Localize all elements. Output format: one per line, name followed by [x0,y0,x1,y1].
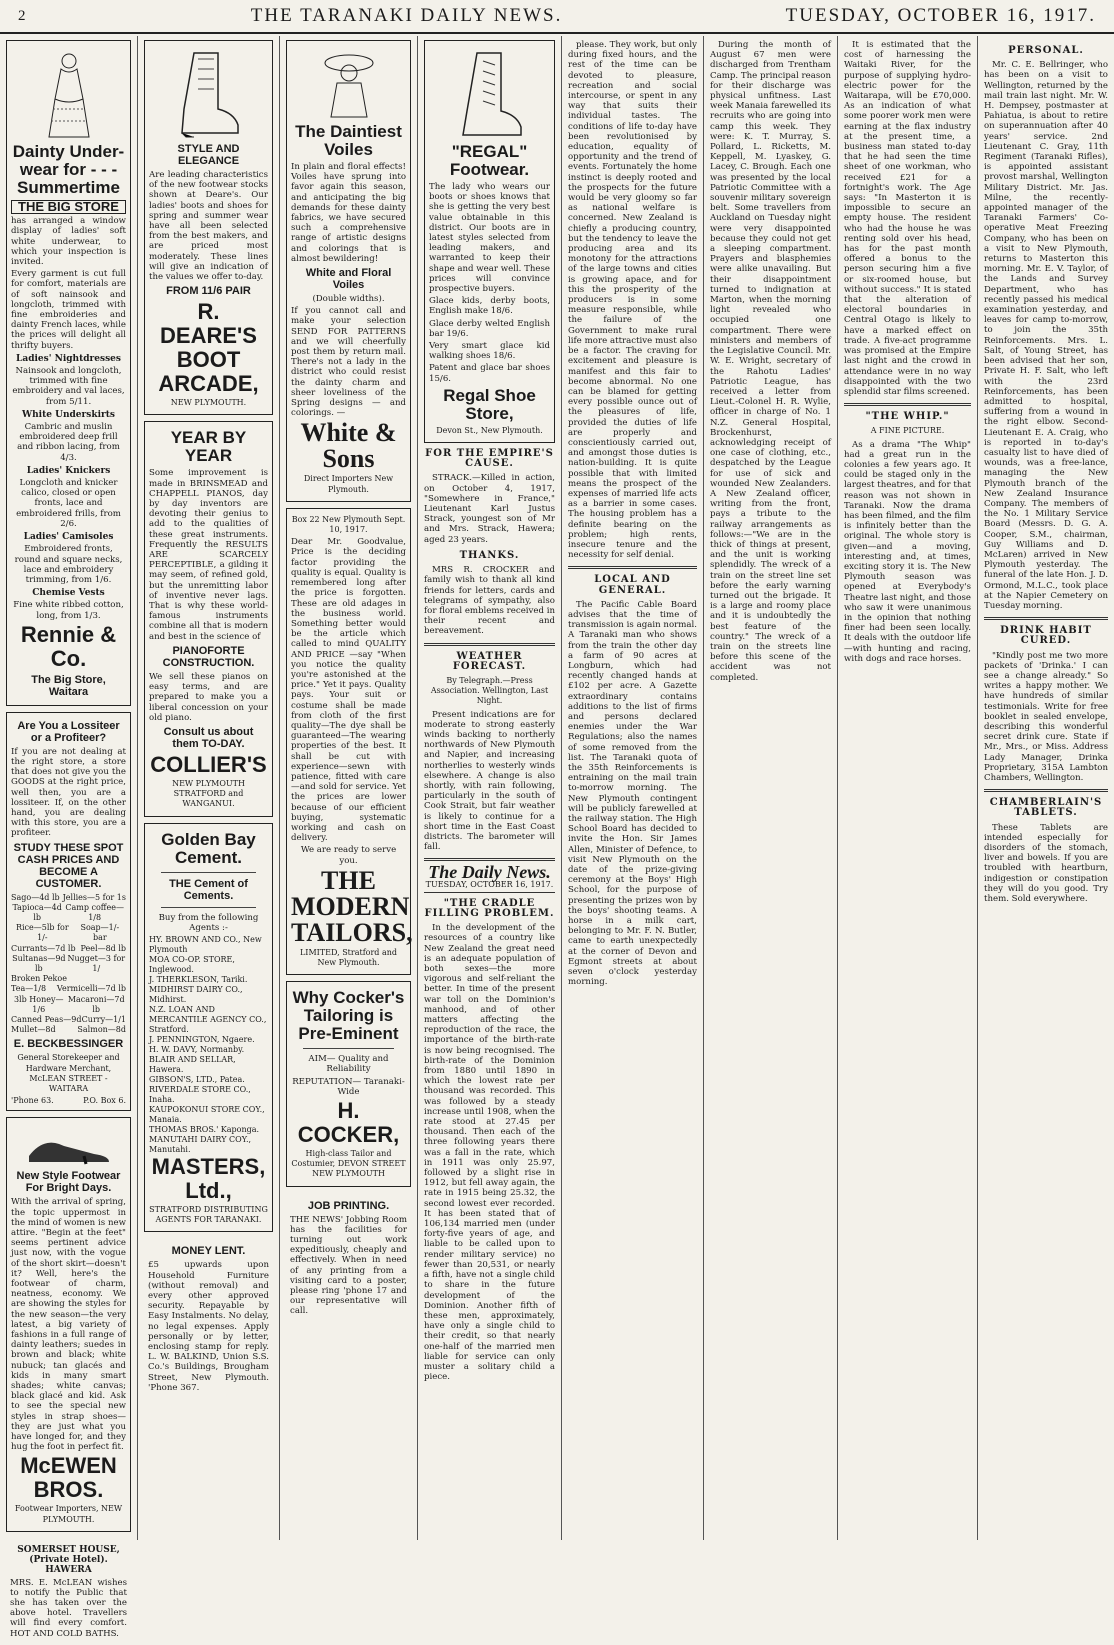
lossiteer-ad [6,712,131,1112]
weather-sub: By Telegraph.—Press Association. Wellington, Last Night. [430,675,549,706]
column-3 [280,36,418,1540]
deare-sub: NEW PLYMOUTH. [170,398,247,408]
phone: 'Phone 63. [11,1096,54,1106]
whip-body: As a drama "The Whip" had a great run in the colonies a few years ago. It could be staged only in the largest theatres, and for that reason was not shown in Taranaki. Now the drama has been filmed, and the film is infinitely better than the original. The whole story is given—and a moving, interesting and, at times, exciting story it is. The New Plymouth season was opened at Everybody's Theatre last night, and those who saw it were unanimous in the opinion that nothing finer had been seen locally. It deals with the outdoor life—with hunting and racing, with dogs and race horses. [844,439,971,664]
empire-heading: FOR THE EMPIRE'S CAUSE. [425,448,554,470]
lossiteer-title: Are You a Lossiteer or a Profiteer? [17,719,120,744]
agent: J. PENNINGTON, Ngaere. [149,1034,255,1044]
lady-figure-icon [39,49,99,139]
agent: BLAIR AND SELLAR, Hawera. [149,1054,236,1074]
regal-title: "REGAL" Footwear. [449,142,530,179]
drink-heading: DRINK HABIT CURED. [1000,625,1092,647]
white-sons-ad [286,40,411,502]
cement-ad [144,823,273,1233]
cocker-title: Why Cocker's Tailoring is Pre-Eminent [292,988,405,1044]
price-row: Rice—5lb for 1/- Soap—1/- bar [15,923,120,943]
price-row: Canned Peas—9d Curry—1/1 [11,1014,126,1024]
regal-ad [424,40,555,443]
money-title: MONEY LENT. [171,1245,246,1258]
study-prices: STUDY THESE SPOT CASH PRICES AND BECOME A CUSTOMER. [13,841,124,890]
masters-name: MASTERS, Ltd., [151,1153,266,1203]
collier-ad [144,421,273,816]
bessinger-name: E. BECKBESSINGER [13,1038,124,1051]
shoe-icon [24,1126,114,1166]
agent: H. W. DAVY, Normanby. [149,1044,245,1054]
item-desc: Fine white ribbed cotton, long, from 1/3. [13,600,124,621]
local-general-heading: LOCAL AND GENERAL. [594,574,671,596]
agent: THOMAS BROS.' Kaponga. [149,1124,260,1134]
personal-body: Mr. C. E. Bellringer, who has been on a visit to Wellington, returned by the mail train last night. Mr. W. H. Dempsey, postmaster at Pahiatua, is about to retire on superannuation after 40 years' service. 2nd Lieutenant C. Gray, 11th Regiment (Taranaki Rifles), is appointed assistant provost marshal, Wellington Military District. Mr. Jas. Milne, the recently-appointed manager of the Taranaki Farmers' Co-operative Meat Freezing Company, who has been on a visit to New Plymouth, returns to Masterton this morning. Mr. E. V. Taylor, of the Lands and Survey Department, who has recently passed his medical examination yesterday, and leaves for camp to-morrow, to join the 35th Reinforcements. Mrs. L. Salt, of Young Street, has been advised that her son, Private H. F. Salt, who left with the 23rd Reinforcements, has been admitted to hospital, suffering from a wound in the right elbow. Second-Lieutenant E. A. Craig, who is reported in to-day's casualty list to have died of wounds, was a free-lance, managing the New Plymouth branch of the New Zealand Insurance Company. The members of the No. 1 Military Service Board (Messrs. D. G. A. Cooper, S.M., chairman, Guy Williams and D. McLaren) arrived in New Plymouth yesterday. The funeral of the late Hon. J. D. Ormond, M.L.C., took place at the Napier Cemetery on Tuesday morning. [984,60,1108,611]
lossiteer-body: If you are not dealing at the right store, a store that does not give you the GOODS at the right price, well then, you are a lossiteer. If, on the other hand, you are dealing with this store, you are a profiteer. [11,746,126,839]
cocker-rep: REPUTATION— Taranaki-Wide [292,1076,405,1097]
ready-serve: We are ready to serve you. [300,845,397,866]
dainty-title: Dainty Under- wear for - - - Summertime [12,142,125,197]
agent: N.Z. LOAN AND MERCANTILE AGENCY CO., Stratford. [149,1004,267,1034]
column-7 [838,36,978,1540]
regal-sub: Devon St., New Plymouth. [436,425,543,435]
price-list [11,893,126,1036]
whip-heading: "THE WHIP." [865,411,950,423]
drink-body: "Kindly post me two more packets of 'Drinka.' I can see a change already." So writes a happy mother. We have hundreds of similar testimonials. Write for free booklet in sealed envelope, describing this wonderful secret drink cure. State if Mr., Mrs., or Miss. Address Lady Manager, Drinka Proprietary, 315A Lambton Chambers, Wellington. [984,650,1108,784]
agent: J. THERKLESON, Tariki. [149,974,248,984]
regal-price: Glace derby welted English bar 19/6. [429,318,550,339]
collier-name: COLLIER'S [150,751,267,777]
footwear-ad [6,1117,131,1531]
cement-tagline: THE Cement of Cements. [169,877,248,902]
column-8 [978,36,1114,1540]
regal-price: Very smart glace kid walking shoes 18/6. [429,341,550,362]
daily-news-banner: The Daily News. [428,862,551,883]
weather-body: Present indications are for moderate to strong easterly winds backing to northerly northwards of New Plymouth and Napier, and increasing northerlies to westerly winds elsewhere. A change is also shortly, with rain following, particularly in the south of Cook Strait, but fair weather is likely to continue for a short time in the East Coast districts. The barometer will fall. [424,709,555,853]
money-lent-ad [144,1238,273,1399]
editorial-continued: please. They work, but only during fixed hours, and the rest of the time can be devoted to pleasure, recreation and social intercourse, or spent in any way that suits their individual tastes. The conditions of life to-day have been revolutionised by education, equality of opportunity and the trend of events. Fortunately the home instinct is deeply rooted and the prospects for the future would be very gloomy so far as national welfare is concerned. New Zealand is chiefly a producing country, but the tendency to leave the producing area and its monotony for the attractions of the large towns and cities is growing apace, and for this the prosperity of the producers is in some measure responsible, while the failure of the Government to make rural life more attractive must also be a factor. The craving for excitement and pleasure is manifest and this fair to become abnormal. No one can be blamed for getting every possible ounce out of the pleasures of life, provided the duties of life are properly and conscientiously carried out, and amongst those duties is nation-building. It is quite possible that with limited means the prospect of the expenses of married life acts as a barrier in some cases. The housing problem has a definite bearing on the problem; high rents, insecure tenure and the necessity for self denial. [568,40,697,561]
dainty-underwear-ad [6,40,131,706]
whip-sub: A FINE PICTURE. [870,426,945,436]
chamberlain-heading: CHAMBERLAIN'S TABLETS. [989,797,1103,819]
personal-heading: PERSONAL. [1008,45,1084,56]
white-sons-name: White & Sons [300,418,397,474]
pobox: P.O. Box 6. [83,1096,126,1106]
agent: MANUTAHI DAIRY COY., Manutahi. [149,1134,252,1154]
agent: MIDHIRST DAIRY CO., Midhirst. [149,984,243,1004]
footwear-body: With the arrival of spring, the topic uppermost in the mind of women is new attire. "Begin at the feet" seems pertinent advice just now, with the vogue of the short skirt—doesn't it? Well, here's the footwear of charm, neatness, economy. We are showing the styles for the new season—the very latest, a big variety of fashions in a full range of dainty leathers; suedes in brown and black; white nubuck; tan glacés and kids in many smart shades; white canvas; black glacé and kid. Ask to see the special new styles in strap shoes—they are just what you have longed for, and they hug the foot in perfect fit. [11,1197,126,1453]
daily-date: TUESDAY, OCTOBER 16, 1917. [424,880,555,893]
dainty-intro: has arranged a window display of ladies' soft white underwear, to which your inspection is invited. [11,216,126,268]
year-body: Some improvement is made in BRINSMEAD and CHAPPELL PIANOS, day by day inventors are devoting their genius to add to the qualities of these great instruments. Frequently the RESULTS ARE SCARCELY PERCEPTIBLE, a gilding it may seem, of refined gold, but the unremitting labor of inventive never lags. That is why these world-famous instruments combine all that is modern and best in the science of [149,468,268,642]
cocker-name: H. COCKER, [297,1098,400,1147]
year-body2: We sell these pianos on easy terms, and are prepared to make you a liberal concession on your old piano. [149,671,268,723]
price-row: Sultanas—9d lb Nugget—3 for 1/ [12,953,126,973]
style-title: STYLE AND ELEGANCE [177,143,240,167]
issue-date: TUESDAY, OCTOBER 16, 1917. [785,5,1096,26]
agents-list [149,935,268,1155]
thanks-heading: THANKS. [459,549,520,561]
rennie-name: Rennie & Co. [20,621,117,671]
regal-price: Patent and glace bar shoes 15/6. [429,363,550,384]
agent: RIVERDALE STORE CO., Inaha. [149,1084,251,1104]
news-body: It is estimated that the cost of harnessing the Waitaki River, for the purpose of supplying hydro-electric power for the Waitarapa, will be £70,000. As an indication of what some poorer work men were earning at the flax industry at the present time, a business man stated to-day that he had seen the time sheet of one workman, who received £21 for a fortnight's work. The Age says: "In Masterton it is impossible to secure an empty house. The resident who had the house he was renting sold over his head, has for the past month offered a bonus to the person securing him a five or six-roomed house, but without success." It is stated that the alteration of electoral boundaries in Central Otago is likely to have a marked effect on trade. A five-act programme was promised at the Empire last night and the crowd in attendance were in no way disappointed with the two splendid star films screened. [844,40,971,397]
empire-body: STRACK.—Killed in action, on October 4, 1917, "Somewhere in France," Lieutenant Karl Justus Strack, youngest son of Mr and Mrs. Strack, Hawera; aged 23 years. [424,473,555,545]
regal-body: The lady who wears our boots or shoes knows that she is getting the very best value obtainable in this district. Our boots are in latest styles selected from leading makers, and warranted to keep their shape and wear well. These prices will convince prospective buyers. [429,182,550,295]
item-name: Ladies' Nightdresses [16,353,121,364]
item-desc: Nainsook and longcloth, trimmed with fine embroidery and val laces, from 5/11. [12,366,125,407]
item-name: Chemise Vests [32,588,105,599]
rennie-sub: The Big Store, Waitara [31,673,106,698]
collier-sub: NEW PLYMOUTH STRATFORD and WANGANUI. [172,778,245,809]
voiles-body2: If you cannot call and make your selection SEND FOR PATTERNS and we will cheerfully post them by return mail. There's not a lady in the district who could resist the dainty charm and sheer loveliness of the Spring designs — and colorings. — [291,306,406,419]
page-number: 2 [18,7,28,24]
item-desc: Longcloth and knicker calico, closed or open fronts, lace and embroidered frills, from 2/6. [16,478,121,529]
from-price: FROM 11/6 PAIR [166,285,251,298]
modern-tailors-ad [286,508,411,975]
deare-name: R. DEARE'S BOOT ARCADE, [158,299,259,397]
modern-tailors-name: THE MODERN TAILORS, [291,865,413,947]
letter-address: Box 22 New Plymouth Sept. 10, 1917. [291,514,406,535]
masters-sub: STRATFORD DISTRIBUTING AGENTS FOR TARANAKI. [149,1204,268,1225]
price-row: 3lb Honey—1/6 Macaroni—7d lb [13,994,125,1014]
weather-heading: WEATHER FORECAST. [452,650,527,672]
regal-price: Glace kids, derby boots, English make 18/6. [429,296,550,317]
style-body: Are leading characteristics of the new footwear stocks shown at Deare's. Our ladies' boots and shoes for spring and summer wear have all been selected from the best makers, and are priced most moderately. These lines will give an indication of the values we offer to-day. [149,170,268,283]
cradle-body: In the development of the resources of a country like New Zealand the great need is an adequate population of both sexes—the more vigorous and self-reliant the better. In time of the present war toll on the Dominion's manhood, and of other matters affecting the reproduction of the race, the importance of the birth-rate is now being recognised. The birth-rate of the Dominion from 1880 until 1890 in which the lowest rate per thousand was recorded. This was followed by a steady increase until 1908, when the rate stood at 27.45 per thousand. Then each of the three following years there was a fall in the rate, which in 1911 was only 25.97, followed by a slight rise in 1912, but fell away again, the rate in 1915 being 25.32, the second lowest ever recorded. It has been stated that of 106,134 married men (under forty-five years of age, and liable to be called upon to render military service) no fewer than 20,531, or nearly a fifth, have not a single child to share in the future development of the Dominion. Another fifth of these men, approximately, have only a single child to their credit, so that nearly one-half of the married men liable for service can only muster a solitary child a piece. [424,923,555,1383]
price-row: Tea—1/8 Vermicelli—7d lb [11,984,126,994]
item-desc: Cambric and muslin embroidered deep frill and ribbon lacing, from 4/3. [17,422,120,463]
agent: HY. BROWN AND CO., New Plymouth [149,934,262,954]
column-1 [0,36,138,1639]
masthead [0,0,1114,34]
price-row: Currants—7d lb Peel—8d lb [11,943,126,953]
item-desc: Embroidered fronts, round and square necks, lace and embroidery trimming, from 1/6. [14,544,123,585]
agent: GIBSON'S, LTD., Patea. [149,1074,245,1084]
consult: Consult us about them TO-DAY. [163,725,254,750]
price-row: Sago—4d lb Jellies—5 for 1s [11,892,126,902]
piano-heading: PIANOFORTE CONSTRUCTION. [162,644,255,669]
somerset-ad [6,1538,131,1645]
somerset-title: SOMERSET HOUSE, (Private Hotel). HAWERA [17,1544,120,1576]
somerset-body: MRS. E. McLEAN wishes to notify the Public that she has taken over the above hotel. Travellers will find every comfort. HOT AND COLD BATHS. [10,1577,127,1639]
dainty-body: Every garment is cut full for comfort, materials are of soft nainsook and longcloth, trimmed with fine embroideries and dainty French laces, while the prices will delight all thrifty buyers. [11,269,126,351]
buy-agents: Buy from the following Agents :- [158,912,259,933]
cradle-heading: "THE CRADLE FILLING PROBLEM. [424,897,555,919]
price-row: Tapioca—4d lb Camp coffee—1/8 [12,902,124,922]
job-title: JOB PRINTING. [307,1199,390,1212]
job-body: THE NEWS' Jobbing Room has the facilities for turning out work expeditiously, cheaply and effectively. When in need of any printing from a visiting card to a poster, please ring 'phone 17 and our representative will call. [290,1214,407,1317]
column-4 [418,36,562,1540]
mcewen-name: McEWEN BROS. [20,1453,117,1503]
cocker-ad [286,981,411,1186]
mcewen-sub: Footwear Importers, NEW PLYMOUTH. [14,1504,123,1524]
money-body: £5 upwards upon Household Furniture (without removal) and every other approved security. Repayable by Easy Instalments. No delay, no legal expenses. Apply personally or by letter, enclosing stamp for reply. L. W. BALKIND, Union S.S. Co.'s Buildings, Brougham Street, New Plymouth. 'Phone 367. [148,1260,269,1393]
deare-ad [144,40,273,415]
year-title: YEAR BY YEAR [170,428,247,466]
page-columns [0,36,1114,1639]
white-sons-sub: Direct Importers New Plymouth. [303,474,394,494]
item-name: Ladies' Camisoles [23,532,114,543]
dainty-voiles: The Daintiest Voiles [295,122,402,159]
big-store-label: THE BIG STORE [11,200,126,214]
newspaper-title: THE TARANAKI DAILY NEWS. [250,5,563,26]
regal-store: Regal Shoe Store, [443,385,536,423]
job-printing-ad [286,1193,411,1323]
chamberlain-body: These Tablets are intended especially for disorders of the stomach, liver and bowels. If you are troubled with heartburn, indigestion or constipation they will do you good. Try them. Sold everywhere. [984,822,1108,905]
news-body: During the month of August 67 men were discharged from Trentham Camp. The principal reason for their discharge was physical unfitness. Last week Manaia farewelled its recruits who are going into camp this week. They were: K. T. Murray, S. Pollard, L. Ricketts, M. Keppell, M. Lyaskey, G. Lacey, C. Brough. Each one was presented by the local Patriotic Committee with a souvenir military sovereign belt. Some travellers from Auckland on Tuesday night were very disappointed because they could not get a sleeping compartment. Prayers and blasphemies were alike unavailing. But their disappointment turned to indignation at Marton, when the morning light revealed who occupied one compartment. There were ministers and members of the Legislative Council. Mr. W. E. Wright, secretary of the Rahotu Ladies' Patriotic League, has received a letter from Lieut.-Colonel H. R. Wylie, officer in charge of No. 1 N.Z. General Hospital, Brockenhurst, acknowledging receipt of one case of clothing, etc., despatched by the League for use of sick and wounded New Zealanders. A New Zealand officer, writing from the front, pays a tribute to the railway arrangements as follows:—"We are in the thick of things at present, and the unit is working splendidly. The wreck of a train on the street line set before the early warning turned out the brigade. It is a large and roomy place and it is undoubtedly the best feature of the country." The wreck of a train on the streets line before this scene of the accident was not completed. [710,40,831,683]
column-2 [138,36,280,1540]
double-widths: (Double widths). [312,294,385,305]
boot-icon [174,49,244,139]
laced-boot-icon [455,49,525,139]
lady-hat-icon [319,49,379,119]
item-name: Ladies' Knickers [26,465,111,476]
column-5 [562,36,704,1540]
local-general-body: The Pacific Cable Board advises that the time of transmission is again normal. A Taranaki man who shows from the train the other day a farm of 90 acres at Longburn, which had recently changed hands at £102 per acre. A Gazette extraordinary contains additions to the list of firms and persons declared enemies under the War Regulations; also the names of some removed from the list. The Taranaki quota of the 35th Reinforcements is entraining on the mail train to-morrow morning. The New Plymouth contingent will be publicly farewelled at the railway station. The High School Board has decided to invite the Hon. Sir James Allen, Minister of Defence, to visit New Plymouth on the date of the prize-giving ceremony at the Boys' High School, for the purpose of presenting the prizes won by the boys' shooting teams. A horse in a milk cart, belonging to Mr. F. N. Butler, came to earth unexpectedly at the corner of Devon and Egmont streets at about seven o'clock yesterday morning. [568,599,697,988]
modern-sub: LIMITED, Stratford and New Plymouth. [299,947,398,967]
golden-bay: Golden Bay Cement. [161,829,256,867]
footwear-title: New Style Footwear For Bright Days. [16,1170,121,1195]
agent: KAUPOKONUI STORE COY., Manaia. [149,1104,265,1124]
cocker-aim: AIM— Quality and Reliability [308,1054,389,1075]
agent: MOA CO-OP. STORE, Inglewood. [149,954,235,974]
column-6 [704,36,838,1540]
price-row: Broken Pekoe [11,974,67,984]
cocker-sub: High-class Tailor and Costumier, DEVON STREET NEW PLYMOUTH [291,1149,406,1179]
bessinger-sub: General Storekeeper and Hardware Merchant, McLEAN STREET - WAITARA [17,1053,120,1093]
thanks-body: MRS R. CROCKER and family wish to thank all kind friends for letters, cards and telegrams of sympathy, also for floral emblems received in their recent and bereavement. [424,565,555,637]
item-name: White Underskirts [22,409,115,420]
price-row: Mullet—8d Salmon—8d [11,1025,126,1035]
letter-body: Dear Mr. Goodvalue, Price is the deciding factor providing the quality is equal. Quality is remembered long after the price is forgotten. These are old adages in the business world. Something better would be the article which called to mind QUALITY AND PRICE —say "When you notice the quality you're astonished at the price." Yet it pays. Quality pays. Your suit or costume shall be made from cloth of the first quality—The dye shall be guaranteed—The wearing properties of the best. It shall be cut with experience—sewn with patience, fitted with care—and sold for service. Yet the prices are lower because of our efficient buying, systematic working and cash on delivery. [291,537,406,844]
white-floral: White and Floral Voiles [305,267,392,292]
voiles-body: In plain and floral effects! Voiles have sprung into favor again this season, and anticipating the big demands for these dainty fabrics, we have secured such a comprehensive range of artistic designs and colorings that is almost bewildering! [291,162,406,264]
